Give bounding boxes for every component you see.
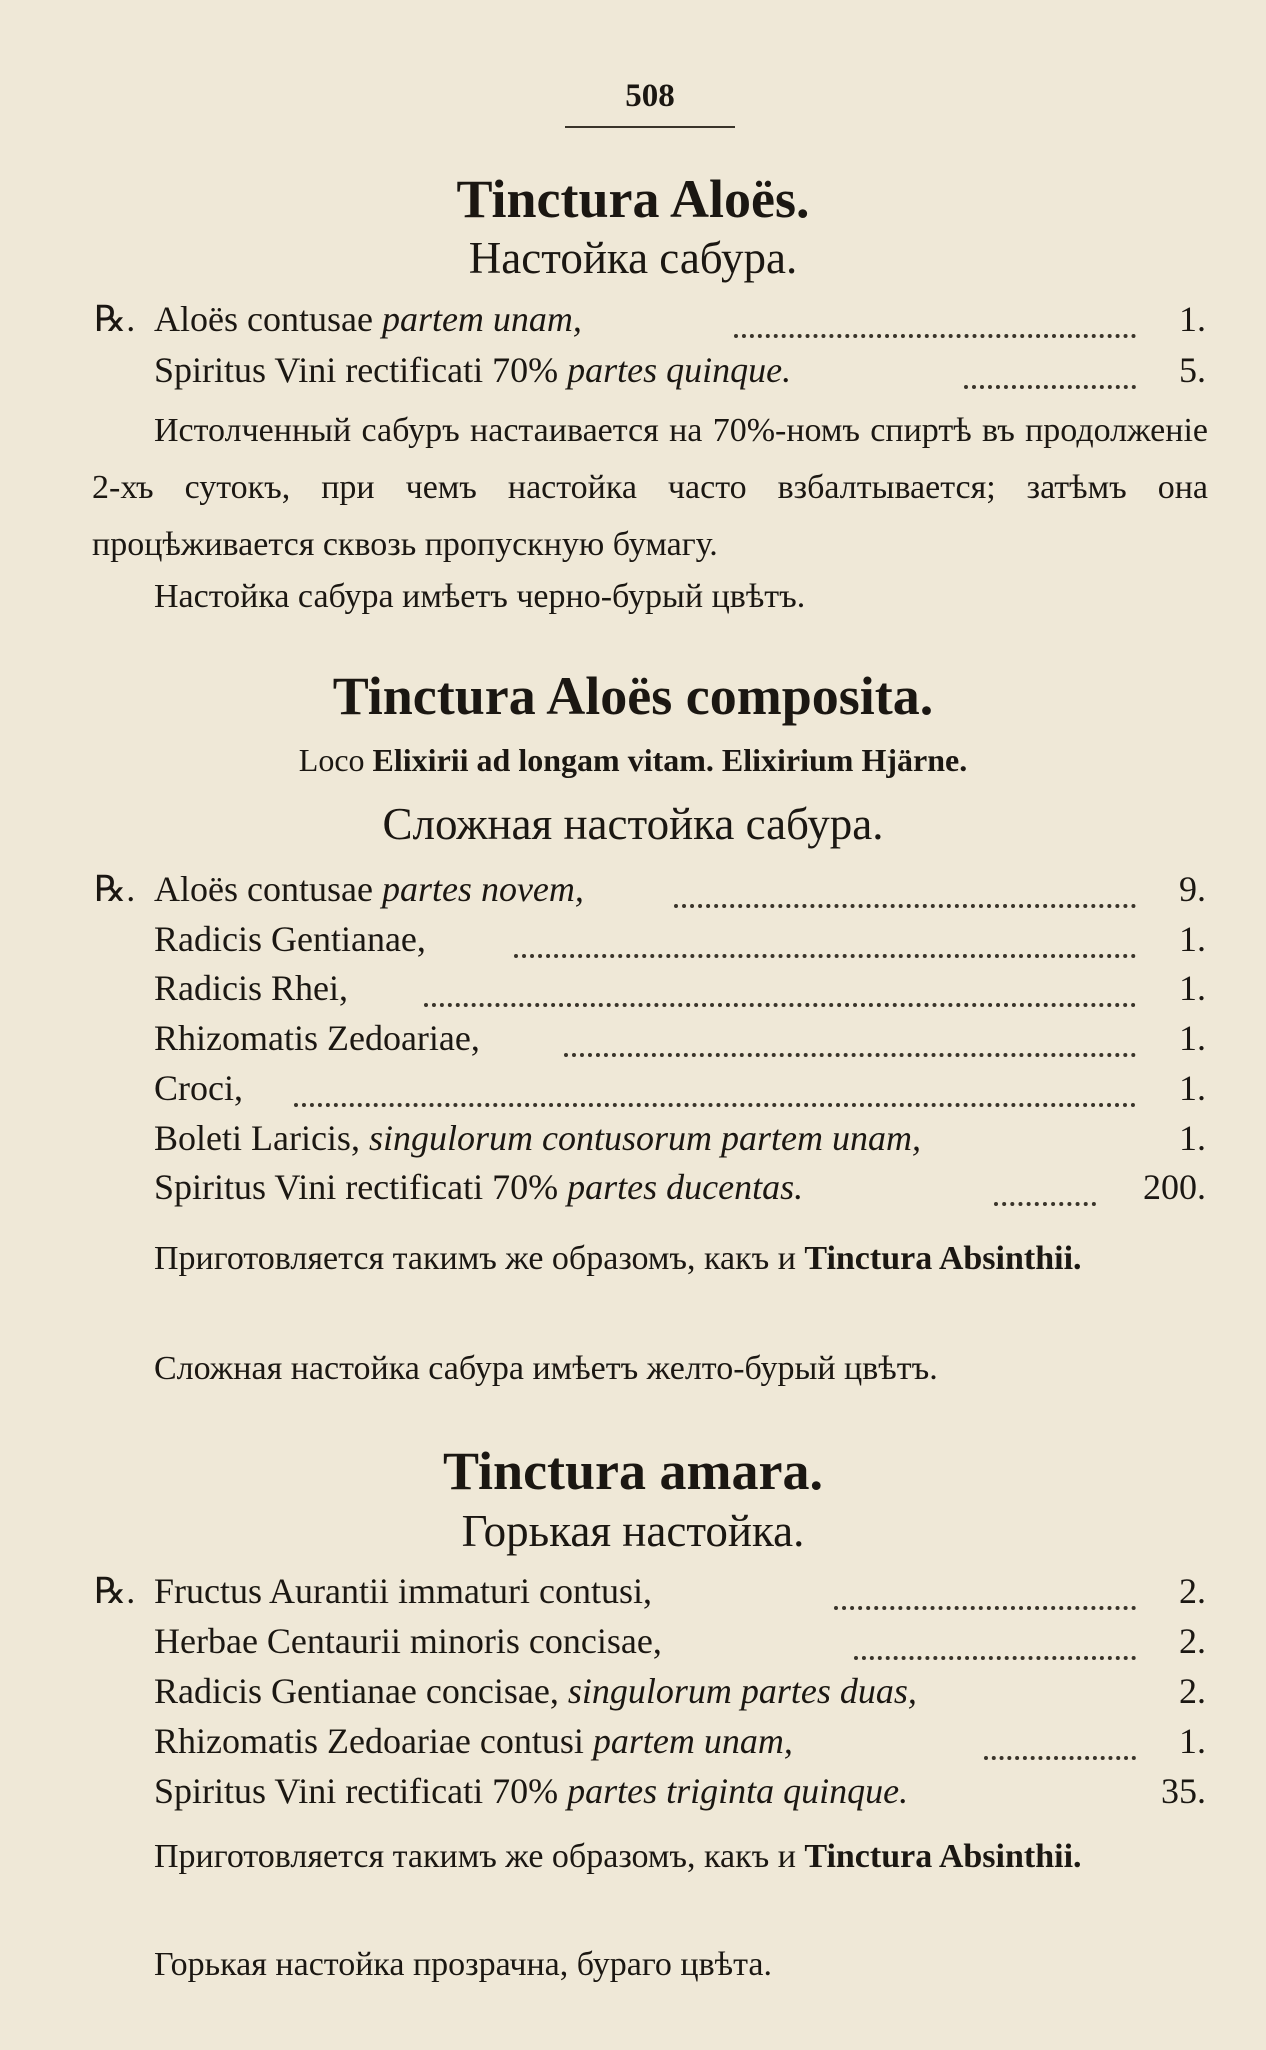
color-note: Настойка сабура имѣетъ черно-бурый цвѣтъ.	[154, 578, 806, 615]
ingredient-name: Fructus Aurantii immaturi contusi,	[154, 1571, 652, 1611]
section-title: Tinctura Aloës.	[456, 169, 810, 229]
synonym-prefix: Loco	[298, 742, 365, 778]
ingredient-name: Boleti Laricis,	[154, 1118, 360, 1158]
dot-leader	[834, 1594, 1136, 1610]
ingredient-name: Aloës contusae	[154, 869, 373, 909]
preparation-paragraph	[92, 1230, 1208, 1287]
recipe-symbol: ℞.	[94, 1571, 136, 1611]
ingredient-dose: partem unam,	[381, 299, 582, 339]
section-title: Tinctura amara.	[443, 1441, 823, 1501]
dot-leader	[964, 373, 1136, 389]
ingredient-amount: 9.	[1179, 869, 1206, 909]
recipe-symbol: ℞.	[94, 299, 136, 339]
ingredient-name: Radicis Rhei,	[154, 968, 348, 1008]
recipe-symbol: ℞.	[94, 869, 136, 909]
ingredient	[154, 1117, 921, 1159]
ingredient	[154, 1720, 793, 1762]
ingredient-name: Spiritus Vini rectificati 70%	[154, 1771, 559, 1811]
dot-leader	[854, 1644, 1136, 1660]
reference-tincture: Tinctura Absinthii.	[804, 1240, 1082, 1277]
recipe-line	[94, 1117, 1206, 1163]
ingredient-name: Aloës contusae	[154, 299, 373, 339]
ingredient-amount: 1.	[1179, 919, 1206, 959]
synonym-line	[0, 742, 1266, 779]
recipe-line	[94, 967, 1206, 1013]
ingredient-amount: 200.	[1143, 1167, 1206, 1207]
recipe-line	[94, 1067, 1206, 1113]
recipe-line	[94, 1017, 1206, 1063]
recipe-line	[94, 1720, 1206, 1766]
dot-leader	[994, 1190, 1096, 1206]
ingredient-name: Croci,	[154, 1068, 243, 1108]
recipe-line	[94, 918, 1206, 964]
preparation-text: Приготовляется такимъ же образомъ, какъ и	[154, 1240, 796, 1277]
ingredient	[154, 298, 582, 340]
dot-leader	[984, 1744, 1136, 1760]
recipe-line	[94, 1670, 1206, 1716]
ingredient-name: Spiritus Vini rectificati 70%	[154, 1167, 559, 1207]
ingredient-name: Herbae Centaurii minoris concisae,	[154, 1621, 662, 1661]
ingredient-amount: 35.	[1161, 1771, 1206, 1811]
ingredient	[154, 349, 791, 391]
ingredient-name: Rhizomatis Zedoariae,	[154, 1018, 480, 1058]
ingredient	[154, 1166, 803, 1208]
recipe-line	[94, 1620, 1206, 1666]
page-number: 508	[625, 78, 675, 114]
ingredient	[154, 1670, 917, 1712]
recipe-line	[94, 1770, 1206, 1816]
dot-leader	[424, 991, 1136, 1007]
ingredient-amount: 1.	[1179, 968, 1206, 1008]
preparation-text: Приготовляется такимъ же образомъ, какъ и	[154, 1838, 796, 1875]
color-note: Сложная настойка сабура имѣетъ желто-бурый цвѣтъ.	[154, 1350, 938, 1387]
ingredient	[154, 868, 584, 910]
dot-leader	[674, 892, 1136, 908]
recipe-line	[94, 298, 1206, 344]
dot-leader	[734, 322, 1136, 338]
preparation-paragraph: Истолченный сабуръ настаивается на 70%-номъ спиртѣ въ продолженіе 2-хъ сутокъ, при чемъ настойка часто взбалтывается; затѣмъ она процѣживается сквозь пропускную бумагу.	[92, 412, 1208, 563]
ingredient-dose: partes novem,	[381, 869, 584, 909]
section-subtitle: Горькая настойка.	[461, 1506, 805, 1556]
ingredient-dose: singulorum contusorum partem unam,	[368, 1118, 921, 1158]
ingredient-dose: singulorum partes duas,	[567, 1671, 917, 1711]
dot-leader	[294, 1091, 1136, 1107]
ingredient-amount: 1.	[1179, 299, 1206, 339]
reference-tincture: Tinctura Absinthii.	[804, 1838, 1082, 1875]
ingredient-name: Radicis Gentianae concisae,	[154, 1671, 559, 1711]
ingredient-amount: 1.	[1179, 1721, 1206, 1761]
ingredient-dose: partes ducentas.	[567, 1167, 804, 1207]
color-note: Горькая настойка прозрачна, бураго цвѣта.	[154, 1946, 772, 1983]
header-rule	[565, 126, 735, 128]
ingredient-amount: 1.	[1179, 1018, 1206, 1058]
ingredient-amount: 1.	[1179, 1068, 1206, 1108]
dot-leader	[514, 942, 1136, 958]
ingredient-amount: 2.	[1179, 1671, 1206, 1711]
recipe-line	[94, 868, 1206, 914]
ingredient-amount: 2.	[1179, 1571, 1206, 1611]
preparation-paragraph	[92, 1828, 1208, 1885]
recipe-line	[94, 349, 1206, 395]
section-subtitle: Настойка сабура.	[468, 233, 798, 283]
ingredient-name: Radicis Gentianae,	[154, 919, 426, 959]
dot-leader	[564, 1041, 1136, 1057]
ingredient-dose: partes quinque.	[567, 350, 792, 390]
ingredient-amount: 5.	[1179, 350, 1206, 390]
recipe-line	[94, 1570, 1206, 1616]
ingredient	[154, 1770, 908, 1812]
ingredient-name: Rhizomatis Zedoariae contusi	[154, 1721, 584, 1761]
ingredient-amount: 2.	[1179, 1621, 1206, 1661]
section-title: Tinctura Aloës composita.	[332, 666, 934, 726]
ingredient-name: Spiritus Vini rectificati 70%	[154, 350, 559, 390]
ingredient-dose: partes triginta quinque.	[567, 1771, 909, 1811]
synonym-names: Elixirii ad longam vitam. Elixirium Hjärne.	[372, 742, 968, 778]
section-subtitle: Сложная настойка сабура.	[382, 799, 884, 849]
ingredient-amount: 1.	[1179, 1118, 1206, 1158]
ingredient-dose: partem unam,	[592, 1721, 793, 1761]
recipe-line	[94, 1166, 1206, 1212]
